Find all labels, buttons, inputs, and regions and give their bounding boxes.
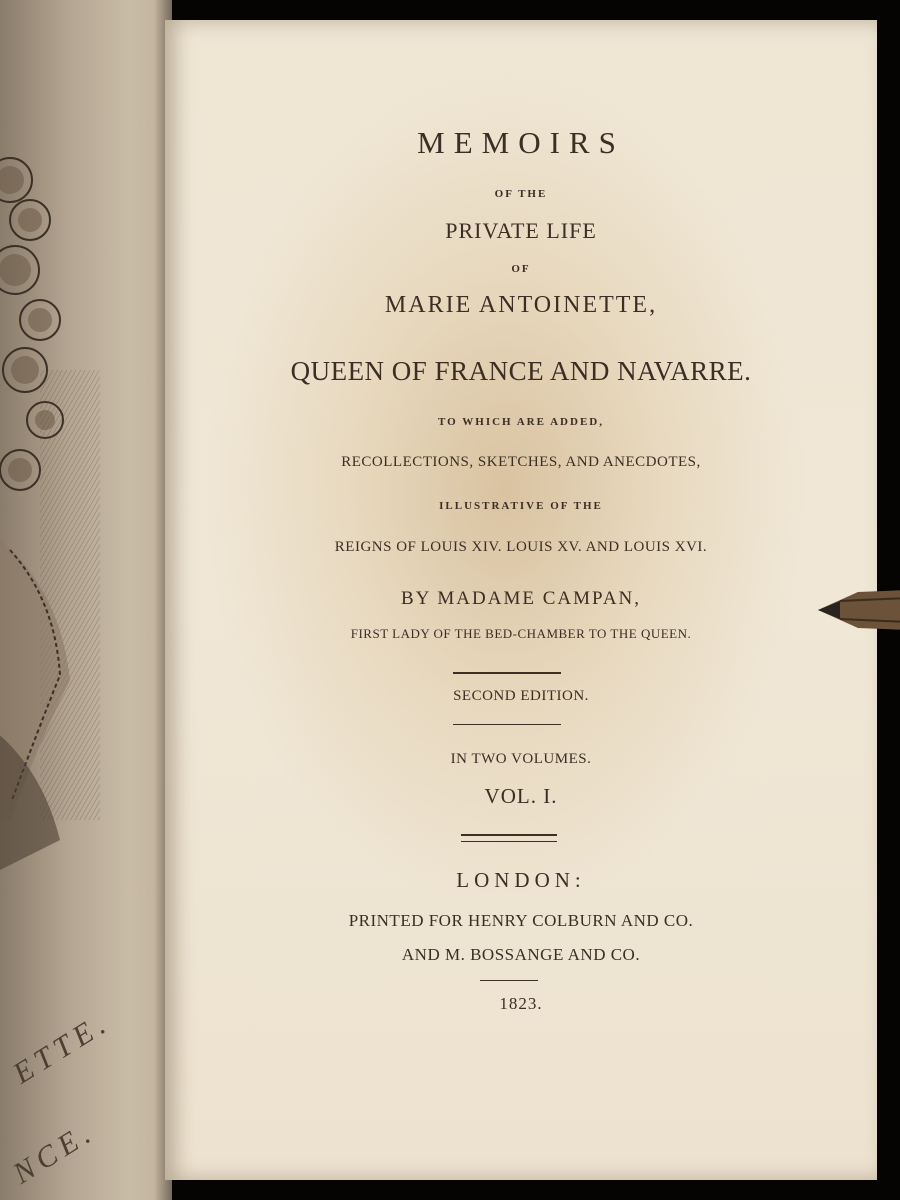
of-label: OF: [511, 263, 531, 275]
title-page: [165, 20, 877, 1180]
portrait-caption-line1: ETTE.: [7, 1005, 117, 1091]
double-divider-rule: [461, 834, 557, 842]
private-life-line: PRIVATE LIFE: [445, 218, 597, 243]
engraved-portrait: [0, 120, 100, 880]
divider-rule: [453, 672, 561, 674]
author-line: BY MADAME CAMPAN,: [400, 588, 642, 609]
volume-number: VOL. I.: [484, 784, 558, 808]
recollections-line: RECOLLECTIONS, SKETCHES, AND ANECDOTES,: [341, 454, 701, 470]
pencil-tip-icon: [818, 586, 900, 634]
imprint-city: LONDON:: [456, 868, 586, 892]
subject-name: MARIE ANTOINETTE,: [384, 292, 658, 318]
portrait-caption-line2: NCE.: [7, 1114, 102, 1191]
book-title: MEMOIRS: [417, 125, 625, 160]
printer-line-1: PRINTED FOR HENRY COLBURN AND CO.: [348, 911, 694, 930]
reigns-line: REIGNS OF LOUIS XIV. LOUIS XV. AND LOUIS XVI.: [334, 539, 708, 555]
illustrative-label: ILLUSTRATIVE OF THE: [439, 500, 603, 512]
author-title-line: FIRST LADY OF THE BED-CHAMBER TO THE QUEEN.: [350, 626, 692, 641]
subject-title: QUEEN OF FRANCE AND NAVARRE.: [290, 356, 752, 386]
printer-line-2: AND M. BOSSANGE AND CO.: [401, 945, 641, 964]
divider-rule: [453, 724, 561, 725]
of-the-label: OF THE: [494, 188, 548, 200]
volumes-line: IN TWO VOLUMES.: [450, 751, 592, 767]
edition-line: SECOND EDITION.: [453, 688, 589, 704]
divider-rule: [480, 980, 538, 981]
publication-year: 1823.: [499, 994, 543, 1013]
added-label: TO WHICH ARE ADDED,: [438, 416, 604, 428]
frontispiece-page: [0, 0, 172, 1200]
